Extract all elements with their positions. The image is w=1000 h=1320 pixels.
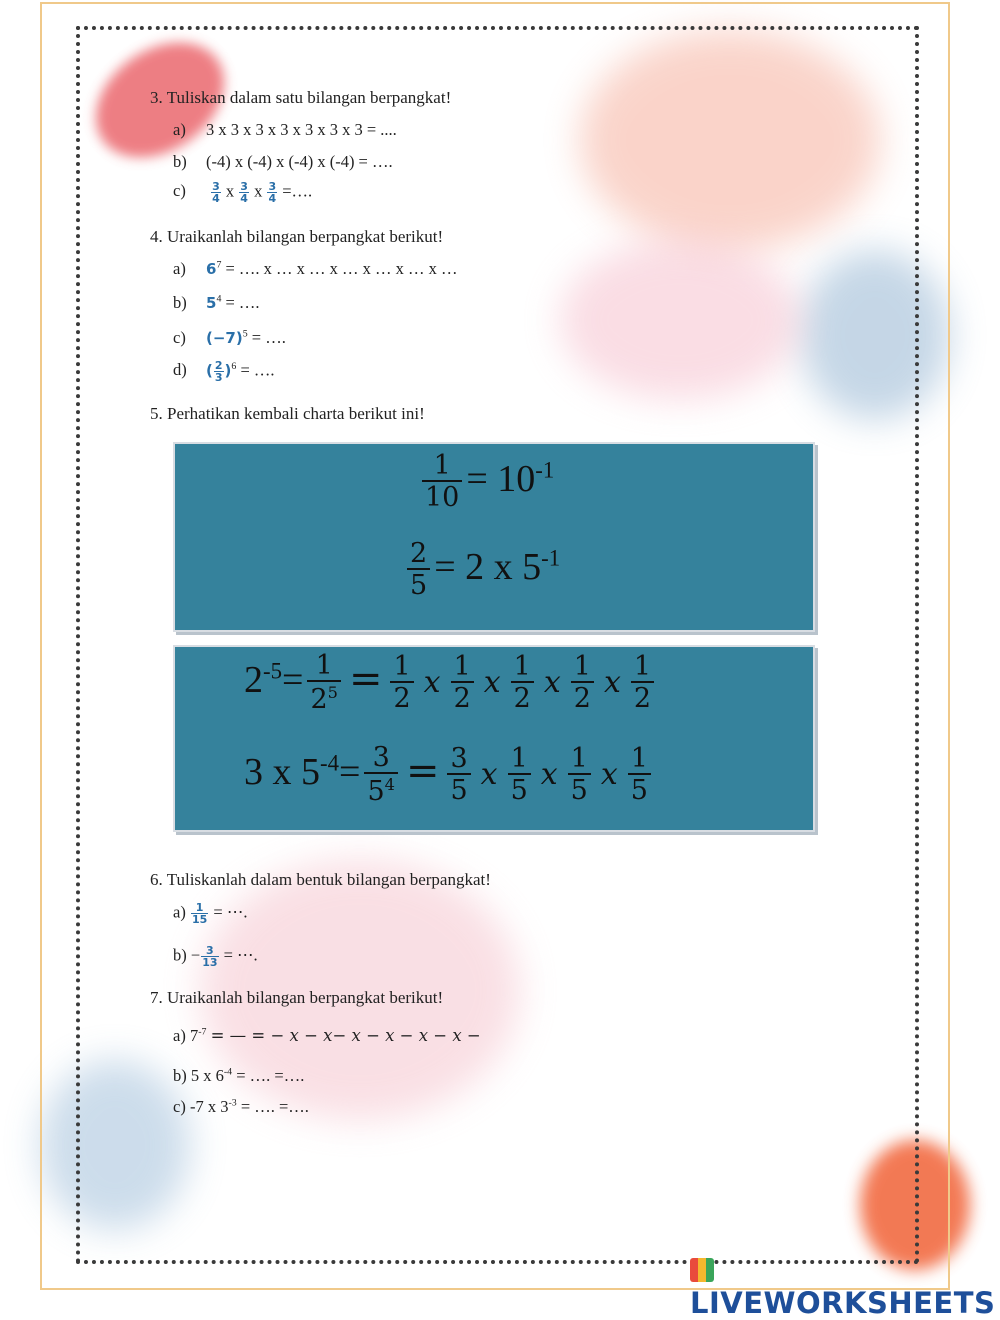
- chart1-rhs-2: = 2 x 5: [434, 546, 542, 589]
- chart2-op: x: [540, 757, 558, 793]
- q6-b-fraction: $\frac{3}{13}$: [202, 944, 218, 969]
- chart1-row-2: [403, 540, 560, 601]
- chart2-row-2: [244, 744, 655, 807]
- q4-b-label: b): [173, 293, 187, 312]
- q4-title: 4. Uraikanlah bilangan berpangkat berikut!: [150, 227, 444, 246]
- q3-c-label: c): [173, 181, 186, 201]
- liveworksheets-logo[interactable]: [690, 1252, 1000, 1320]
- chart1-exp-1: -1: [535, 457, 555, 483]
- q3-c-times: x: [225, 181, 235, 201]
- q3-c-fraction: $\frac{3}{4}$: [268, 180, 277, 205]
- q4-c-text: = ….: [251, 328, 286, 347]
- q3-item-a: [173, 120, 397, 140]
- chart2-op: x: [423, 665, 441, 701]
- q4-item-b: [173, 293, 260, 313]
- chart1-fraction-1-10: $\frac{1}{10}$: [422, 452, 462, 513]
- q4-b-text: = ….: [225, 293, 260, 312]
- q3-c-times: x: [254, 181, 263, 201]
- q7-b-base: 5 x 6: [190, 1066, 224, 1085]
- chart2-fraction-1-2pow5: $\frac{1}{2^5}$: [307, 652, 341, 715]
- q3-b-text: (-4) x (-4) x (-4) x (-4) = ….: [206, 152, 393, 171]
- q7-item-c: [173, 1097, 309, 1117]
- q4-a-exp: 7: [216, 259, 222, 271]
- chart2-fifth: $\frac{1}{5}$: [508, 745, 531, 806]
- q7-c-text: = …. =….: [240, 1097, 309, 1116]
- q4-b-base: 5: [206, 294, 217, 312]
- q3-b-label: b): [173, 152, 187, 171]
- chart2-op: x: [600, 757, 618, 793]
- q7-b-text: = …. =….: [236, 1066, 305, 1085]
- chart2-r1-eq2: =: [348, 656, 383, 703]
- q5-title: 5. Perhatikan kembali charta berikut ini!: [150, 404, 425, 423]
- q7-c-label: c): [173, 1097, 186, 1116]
- q6-b-text: = ⋯.: [223, 945, 258, 965]
- q4-a-base: 6: [206, 260, 217, 278]
- chart2-fraction-3-5pow4: $\frac{3}{5^4}$: [364, 744, 398, 807]
- chart2-op: x: [603, 665, 621, 701]
- chart2-fifth: $\frac{1}{5}$: [568, 745, 591, 806]
- chart2-half: $\frac{1}{2}$: [451, 653, 474, 714]
- q4-d-label: d): [173, 360, 187, 380]
- q7-a-exp: -7: [198, 1026, 207, 1038]
- chart2-op: x: [480, 757, 498, 793]
- q4-item-d: d) ( $\frac{2}{3}$ )$^6$ = ….: [173, 359, 275, 384]
- q4-a-text: = …. x … x … x … x … x … x …: [225, 259, 458, 278]
- q7-title: 7. Uraikanlah bilangan berpangkat berikut!: [150, 988, 444, 1007]
- chart2-three-fifths: $\frac{3}{5}$: [447, 745, 470, 806]
- q7-b-label: b): [173, 1066, 187, 1085]
- q3-a-label: a): [173, 120, 186, 139]
- chart2-fifth: $\frac{1}{5}$: [628, 745, 651, 806]
- chart2-half: $\frac{1}{2}$: [390, 653, 413, 714]
- q7-b-exp: -4: [223, 1066, 233, 1078]
- q7-a-base: 7: [189, 1026, 199, 1045]
- chart2-r2-lhs: 3 x 5: [244, 751, 320, 794]
- q3-a-text: 3 x 3 x 3 x 3 x 3 x 3 x 3 = ....: [206, 120, 397, 139]
- q4-c-exp: 5: [242, 328, 248, 340]
- chart2-op: x: [483, 665, 501, 701]
- q4-b-exp: 4: [216, 293, 222, 305]
- q3-c-fraction: $\frac{3}{4}$: [212, 180, 220, 205]
- q4-item-c: [173, 328, 286, 348]
- q6-item-b: [173, 945, 258, 968]
- q3-c-fraction: $\frac{3}{4}$: [240, 180, 248, 205]
- q6-b-label: b): [173, 945, 187, 965]
- q6-a-label: a): [173, 902, 186, 922]
- liveworksheets-logo-icon: [690, 1258, 714, 1282]
- q6-a-fraction: $\frac{1}{15}$: [191, 901, 208, 926]
- chart2-r2-exp: -4: [320, 750, 339, 776]
- logo-text: LIVEWORKSHEETS: [690, 1286, 996, 1320]
- chart2-half: $\frac{1}{2}$: [631, 653, 654, 714]
- chart2-r2-eq: =: [339, 751, 361, 794]
- q4-c-base: (−7): [206, 329, 243, 347]
- chart1-rhs-1: = 10: [466, 458, 536, 501]
- q7-a-label: a): [173, 1026, 186, 1045]
- q7-a-text: = — = − x − x− x − x − x − x −: [210, 1026, 481, 1045]
- q6-item-a: [173, 902, 247, 925]
- chart1-row-1: [418, 452, 554, 513]
- chart2-r2-eq2: =: [405, 748, 440, 795]
- q3-item-b: [173, 152, 393, 172]
- chart2-op: x: [543, 665, 561, 701]
- chart2-r1-exp: -5: [263, 658, 282, 684]
- q6-b-sign: −: [190, 945, 201, 965]
- chart2-half: $\frac{1}{2}$: [571, 653, 594, 714]
- q4-d-exp: 6: [231, 360, 237, 372]
- q3-title: 3. Tuliskan dalam satu bilangan berpangkat!: [150, 88, 452, 107]
- chart2-r1-eq: =: [282, 659, 304, 702]
- chart2-row-1: [244, 652, 658, 715]
- chart1-fraction-2-5: $\frac{2}{5}$: [407, 540, 430, 601]
- q6-a-text: = ⋯.: [213, 902, 248, 922]
- q7-c-base: -7 x 3: [189, 1097, 229, 1116]
- q4-d-fraction: $\frac{2}{3}$: [214, 359, 223, 384]
- q4-item-a: [173, 259, 458, 279]
- q3-item-c: [173, 181, 312, 204]
- q3-c-end: =….: [282, 181, 313, 201]
- q4-a-label: a): [173, 259, 186, 278]
- q4-d-text: = ….: [240, 360, 275, 380]
- q7-item-a: [173, 1026, 481, 1046]
- chart1-exp-2: -1: [541, 545, 561, 571]
- q4-c-label: c): [173, 328, 186, 347]
- chart2-r1-base: 2: [244, 659, 263, 702]
- chart2-half: $\frac{1}{2}$: [511, 653, 534, 714]
- q6-title: 6. Tuliskanlah dalam bentuk bilangan berpangkat!: [150, 870, 491, 889]
- q7-c-exp: -3: [228, 1097, 237, 1109]
- q7-item-b: [173, 1066, 304, 1086]
